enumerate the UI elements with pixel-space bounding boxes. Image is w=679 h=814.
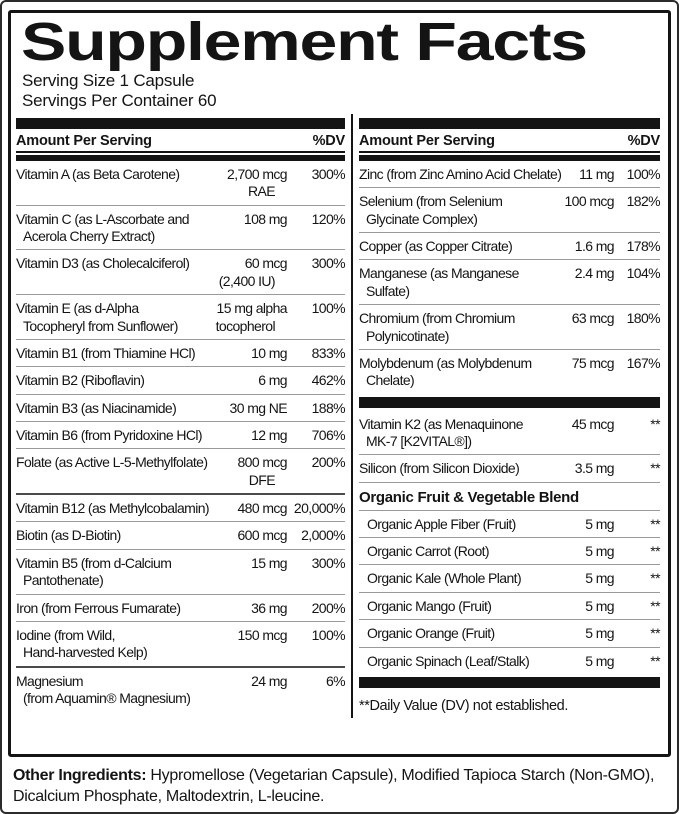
nutrient-dv: 188% <box>311 399 345 416</box>
nutrient-amount: 6 mg <box>258 372 287 389</box>
nutrient-columns <box>11 114 668 718</box>
serving-size: Serving Size 1 Capsule <box>22 71 195 91</box>
other-ingredients <box>13 765 666 807</box>
nutrient-dv: ** <box>650 415 660 432</box>
nutrient-dv: 200% <box>311 454 345 471</box>
nutrient-row <box>359 259 660 304</box>
nutrient-amount: 5 mg <box>585 515 614 532</box>
nutrient-row <box>16 493 345 521</box>
nutrient-row <box>16 205 345 250</box>
serving-info <box>22 71 668 110</box>
nutrient-row <box>359 564 660 591</box>
nutrient-dv: 178% <box>626 238 660 255</box>
nutrient-amount: 75 mcg <box>571 354 614 371</box>
nutrient-name: Organic Carrot (Root) <box>367 543 489 560</box>
nutrient-dv: 100% <box>311 300 345 317</box>
header-bar-top <box>359 118 660 129</box>
nutrient-name: Vitamin A (as Beta Carotene) <box>16 166 180 183</box>
nutrient-amount: 100 mcg <box>564 193 614 210</box>
nutrient-name: Organic Spinach (Leaf/Stalk) <box>367 652 530 669</box>
right-rows <box>359 161 660 718</box>
nutrient-name: Manganese (as Manganese Sulfate) <box>359 265 519 299</box>
nutrient-amount: 36 mg <box>251 599 287 616</box>
section-divider-bar <box>359 677 660 688</box>
nutrient-dv: 20,000% <box>293 500 345 517</box>
nutrient-name: Magnesium (from Aquamin® Magnesium) <box>16 672 191 706</box>
nutrient-row <box>359 411 660 455</box>
nutrient-dv: 200% <box>311 599 345 616</box>
left-column <box>11 114 351 718</box>
nutrient-row <box>359 537 660 564</box>
nutrient-dv: ** <box>650 543 660 560</box>
nutrient-row <box>359 232 660 259</box>
nutrient-name: Zinc (from Zinc Amino Acid Chelate) <box>359 166 562 183</box>
nutrient-name: Vitamin E (as d-Alpha Tocopheryl from Sunflower) <box>16 300 178 334</box>
amount-per-serving-label: Amount Per Serving <box>359 133 495 150</box>
column-header <box>16 129 345 153</box>
nutrient-amount: 60 mcg (2,400 IU) <box>218 255 287 289</box>
nutrient-amount: 5 mg <box>585 570 614 587</box>
nutrient-dv: 300% <box>311 255 345 272</box>
nutrient-amount: 600 mcg <box>237 527 287 544</box>
nutrient-row <box>16 621 345 666</box>
nutrient-amount: 15 mg <box>251 554 287 571</box>
nutrient-amount: 30 mg NE <box>229 399 287 416</box>
nutrient-row <box>359 510 660 537</box>
nutrient-name: Vitamin B1 (from Thiamine HCl) <box>16 344 196 361</box>
nutrient-amount: 12 mg <box>251 427 287 443</box>
nutrient-dv: ** <box>650 460 660 477</box>
nutrient-row <box>359 454 660 481</box>
nutrient-amount: 63 mcg <box>571 310 614 327</box>
nutrient-name: Vitamin B3 (as Niacinamide) <box>16 399 177 416</box>
nutrient-amount: 5 mg <box>585 597 614 614</box>
nutrient-dv: 180% <box>626 310 660 327</box>
nutrient-amount: 480 mcg <box>237 500 287 517</box>
nutrient-amount: 45 mcg <box>571 415 614 432</box>
right-column <box>351 114 665 718</box>
nutrient-name: Organic Mango (Fruit) <box>367 597 492 614</box>
nutrient-name: Molybdenum (as Molybdenum Chelate) <box>359 354 532 389</box>
nutrient-dv: 182% <box>626 193 660 210</box>
dv-label: %DV <box>627 133 660 150</box>
nutrient-row <box>16 339 345 366</box>
nutrient-amount: 1.6 mg <box>574 238 614 255</box>
nutrient-row <box>16 666 345 712</box>
nutrient-dv: ** <box>650 625 660 642</box>
nutrient-amount: 5 mg <box>585 652 614 669</box>
nutrient-name: Chromium (from Chromium Polynicotinate) <box>359 310 515 344</box>
nutrient-row <box>16 448 345 493</box>
nutrient-amount: 3.5 mg <box>574 460 614 477</box>
other-ingredients-text: Hypromellose (Vegetarian Capsule), Modified Tapioca Starch (Non-GMO), Dicalcium Phosphate, Maltodextrin, L-leucine. <box>13 767 655 806</box>
header-bar-top <box>16 118 345 129</box>
other-ingredients-label: Other Ingredients: <box>13 767 147 784</box>
nutrient-amount: 5 mg <box>585 625 614 642</box>
nutrient-name: Organic Apple Fiber (Fruit) <box>367 515 516 532</box>
nutrient-amount: 2,700 mcg RAE <box>227 166 287 200</box>
nutrient-dv: 104% <box>626 265 660 282</box>
nutrient-name: Folate (as Active L-5-Methylfolate) <box>16 454 208 471</box>
nutrient-row <box>359 349 660 394</box>
nutrient-row <box>16 366 345 393</box>
nutrient-name: Vitamin B2 (Riboflavin) <box>16 372 145 389</box>
dv-footnote: **Daily Value (DV) not established. <box>359 697 568 714</box>
nutrient-dv: 2,000% <box>301 527 345 544</box>
nutrient-name: Selenium (from Selenium Glycinate Complex) <box>359 193 503 227</box>
dv-label: %DV <box>312 133 345 150</box>
nutrient-dv: 100% <box>311 626 345 643</box>
nutrient-dv: 300% <box>311 554 345 571</box>
nutrient-dv: ** <box>650 652 660 669</box>
nutrient-dv: 100% <box>626 166 660 183</box>
nutrient-name: Vitamin D3 (as Cholecalciferol) <box>16 255 190 272</box>
left-rows <box>16 161 345 711</box>
nutrient-name: Copper (as Copper Citrate) <box>359 238 513 255</box>
nutrient-row <box>359 592 660 619</box>
nutrient-name: Vitamin B12 (as Methylcobalamin) <box>16 500 209 517</box>
nutrient-row <box>16 521 345 548</box>
section-divider-bar <box>359 397 660 408</box>
nutrient-amount: 2.4 mg <box>574 265 614 282</box>
nutrient-row <box>16 421 345 448</box>
facts-panel <box>8 10 671 757</box>
nutrient-dv: 6% <box>325 672 345 689</box>
nutrient-dv: 833% <box>311 344 345 361</box>
nutrient-dv: ** <box>650 570 660 587</box>
nutrient-row <box>16 294 345 339</box>
nutrient-name: Vitamin K2 (as Menaquinone MK-7 [K2VITAL®]) <box>359 415 523 449</box>
nutrient-name: Iodine (from Wild, Hand-harvested Kelp) <box>16 626 148 661</box>
nutrient-amount: 15 mg alpha tocopherol <box>215 300 287 334</box>
nutrient-name: Vitamin B5 (from d-Calcium Pantothenate) <box>16 554 172 589</box>
nutrient-amount: 5 mg <box>585 543 614 560</box>
nutrient-row <box>16 394 345 421</box>
nutrient-dv: 120% <box>311 210 345 227</box>
nutrient-row <box>359 619 660 646</box>
servings-per-container: Servings Per Container 60 <box>22 90 217 110</box>
blend-section-header: Organic Fruit & Vegetable Blend <box>359 482 660 510</box>
nutrient-row <box>359 187 660 232</box>
nutrient-dv: 462% <box>311 372 345 389</box>
nutrient-amount: 108 mg <box>243 210 287 227</box>
nutrient-name: Biotin (as D-Biotin) <box>16 527 121 544</box>
nutrient-name: Vitamin C (as L-Ascorbate and Acerola Cherry Extract) <box>16 210 189 245</box>
nutrient-amount: 150 mcg <box>237 626 287 643</box>
nutrient-amount: 800 mcg DFE <box>237 454 287 488</box>
nutrient-row <box>16 594 345 621</box>
nutrient-row <box>16 161 345 205</box>
nutrient-name: Silicon (from Silicon Dioxide) <box>359 460 520 477</box>
nutrient-name: Vitamin B6 (from Pyridoxine HCl) <box>16 427 202 443</box>
nutrient-row <box>359 161 660 187</box>
nutrient-row <box>16 549 345 594</box>
nutrient-amount: 24 mg <box>251 672 287 689</box>
nutrient-dv: ** <box>650 597 660 614</box>
nutrient-dv: ** <box>650 515 660 532</box>
nutrient-row <box>359 647 660 674</box>
panel-title: Supplement Facts <box>21 12 587 72</box>
nutrient-dv: 706% <box>311 427 345 443</box>
nutrient-amount: 11 mg <box>579 166 614 183</box>
nutrient-name: Organic Kale (Whole Plant) <box>367 570 522 587</box>
nutrient-dv: 300% <box>311 166 345 183</box>
nutrient-amount: 10 mg <box>251 344 287 361</box>
nutrient-dv: 167% <box>626 354 660 371</box>
nutrient-row <box>359 304 660 349</box>
amount-per-serving-label: Amount Per Serving <box>16 133 152 150</box>
column-header <box>359 129 660 153</box>
nutrient-name: Organic Orange (Fruit) <box>367 625 495 642</box>
nutrient-name: Iron (from Ferrous Fumarate) <box>16 599 181 616</box>
nutrient-row <box>16 249 345 294</box>
